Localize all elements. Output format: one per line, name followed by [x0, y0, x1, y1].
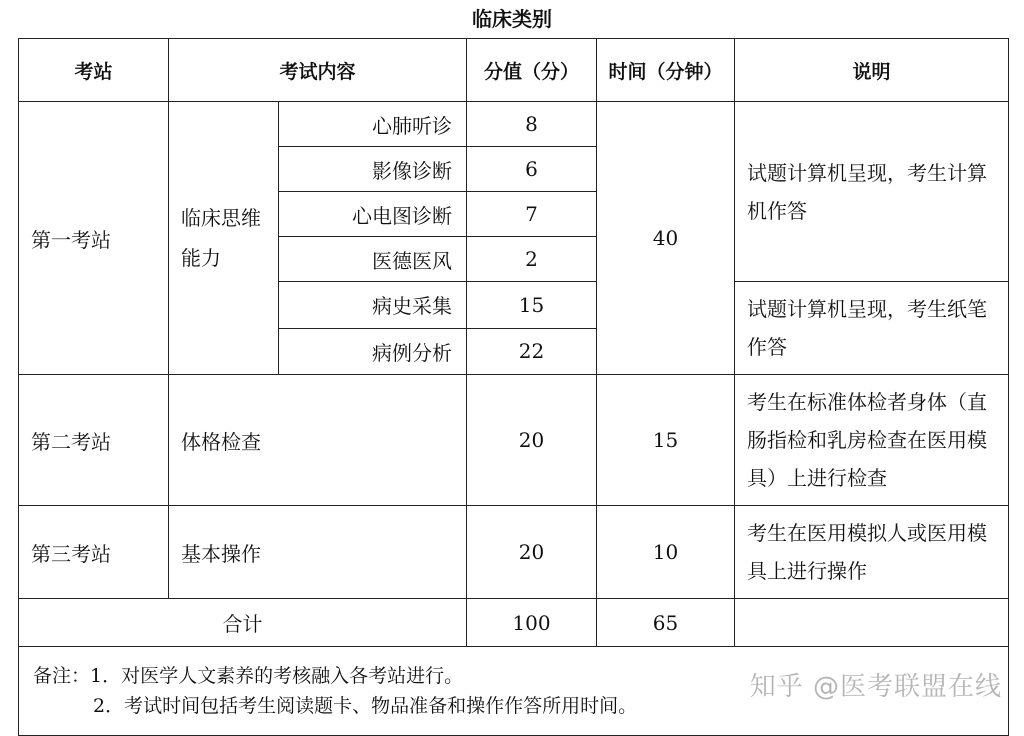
station1-item-score: 7 [467, 192, 597, 237]
station1-item-score: 22 [467, 328, 597, 375]
header-note: 说明 [735, 39, 1009, 102]
total-label: 合计 [19, 599, 467, 647]
station2-content: 体格检查 [169, 375, 467, 506]
station1-item-name: 医德医风 [279, 237, 467, 282]
station1-item-score: 2 [467, 237, 597, 282]
station3-desc: 考生在医用模拟人或医用模具上进行操作 [735, 506, 1009, 599]
station2-score: 20 [467, 375, 597, 506]
station1-item-name: 心肺听诊 [279, 102, 467, 147]
header-row [19, 39, 1009, 102]
header-station: 考站 [19, 39, 169, 102]
station3-name: 第三考站 [19, 506, 169, 599]
total-row [19, 599, 1009, 647]
note-line-1: 备注：1．对医学人文素养的考核融入各考站进行。 [33, 665, 464, 687]
station1-item-score: 15 [467, 282, 597, 329]
station3-score: 20 [467, 506, 597, 599]
table-row [19, 375, 1009, 506]
table-row [19, 102, 1009, 147]
station1-item-name: 病例分析 [279, 328, 467, 375]
station1-item-score: 6 [467, 147, 597, 192]
station1-item-name: 心电图诊断 [279, 192, 467, 237]
station3-time: 10 [597, 506, 735, 599]
station1-desc-paper: 试题计算机呈现，考生纸笔作答 [735, 282, 1009, 375]
station1-desc-computer: 试题计算机呈现，考生计算机作答 [735, 102, 1009, 282]
header-time: 时间（分钟） [597, 39, 735, 102]
station1-item-name: 影像诊断 [279, 147, 467, 192]
station2-time: 15 [597, 375, 735, 506]
note-line-2: 2．考试时间包括考生阅读题卡、物品准备和操作作答所用时间。 [93, 695, 638, 717]
total-time: 65 [597, 599, 735, 647]
table-row [19, 506, 1009, 599]
station1-category: 临床思维能力 [169, 102, 279, 375]
station1-item-score: 8 [467, 102, 597, 147]
station2-name: 第二考站 [19, 375, 169, 506]
header-content: 考试内容 [169, 39, 467, 102]
station1-name: 第一考站 [19, 102, 169, 375]
total-score: 100 [467, 599, 597, 647]
station1-time: 40 [597, 102, 735, 375]
table-caption: 临床类别 [472, 7, 552, 31]
station3-content: 基本操作 [169, 506, 467, 599]
station1-item-name: 病史采集 [279, 282, 467, 329]
total-empty [735, 599, 1009, 647]
exam-table [18, 38, 1009, 736]
watermark-text: 知乎 @医考联盟在线 [749, 672, 1002, 702]
station2-desc: 考生在标准体检者身体（直肠指检和乳房检查在医用模具）上进行检查 [735, 375, 1009, 506]
header-score: 分值（分） [467, 39, 597, 102]
